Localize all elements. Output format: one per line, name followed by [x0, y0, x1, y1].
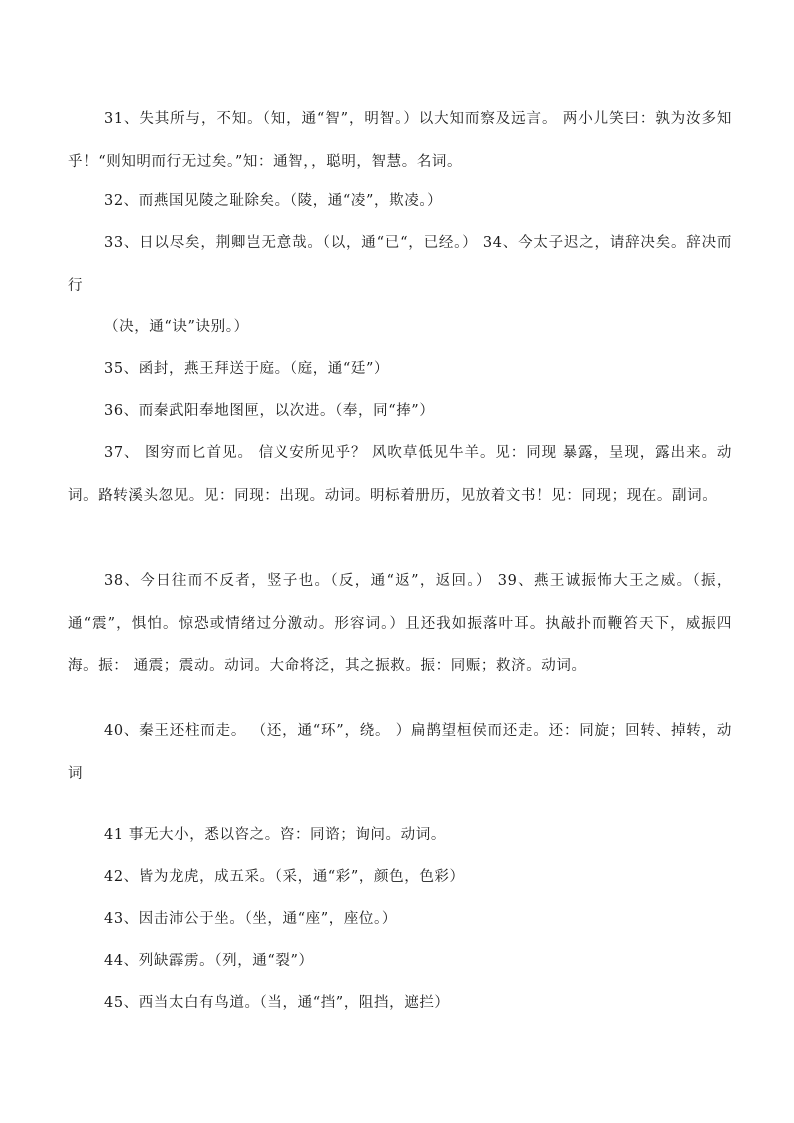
- paragraph-44: 44、列缺霹雳。（列，通“裂”）: [104, 953, 314, 969]
- paragraph-45: 45、西当太白有鸟道。（当，通“挡”，阻挡，遮拦）: [104, 995, 450, 1011]
- paragraph-38-39: 38、今日往而不反者，竖子也。（反，通“返”，返回。） 39、燕王诚振怖大王之威。（振，通“震”，惧怕。惊恐或情绪过分激动。形容词。）且还我如振落叶耳。执敲扑而鞭笞天下，威振四海。振： 通震；震动。动词。大命将泛，其之振救。振：同赈；救济。动词。: [68, 573, 732, 674]
- paragraph-35: 35、函封，燕王拜送于庭。（庭，通“廷”）: [104, 361, 390, 377]
- paragraph-36: 36、而秦武阳奉地图匣，以次进。（奉，同“捧”）: [104, 403, 435, 419]
- paragraph-41: 41 事无大小，悉以咨之。咨：同谘；询问。动词。: [104, 827, 446, 843]
- paragraph-42: 42、皆为龙虎，成五采。（采，通“彩”，颜色，色彩）: [104, 869, 465, 885]
- paragraph-33-34: 33、日以尽矣，荆卿岂无意哉。（以，通“已“，已经。） 34、今太子迟之，请辞决矣。辞决而行: [68, 235, 732, 294]
- paragraph-40: 40、秦王还柱而走。 （还，通“环”，绕。 ）扁鹊望桓侯而还走。还：同旋；回转、掉转，动词: [68, 723, 732, 782]
- paragraph-43: 43、因击沛公于坐。（坐，通“座”，座位。）: [104, 911, 397, 927]
- paragraph-37: 37、 图穷而匕首见。 信义安所见乎？ 风吹草低见牛羊。见：同现 暴露，呈现，露出来。动词。路转溪头忽见。见：同现：出现。动词。明标着册历，见放着文书！见：同现；现在。副词。: [68, 445, 732, 504]
- paragraph-31: 31、失其所与，不知。（知，通“智”，明智。）以大知而察及远言。 两小儿笑曰：孰为汝多知乎！“则知明而行无过矣。”知：通智，，聪明，智慧。名词。: [68, 111, 732, 170]
- paragraph-34-continued: （决，通“诀”诀别。）: [104, 319, 249, 335]
- paragraph-32: 32、而燕国见陵之耻除矣。（陵，通“凌”，欺凌。）: [104, 193, 443, 209]
